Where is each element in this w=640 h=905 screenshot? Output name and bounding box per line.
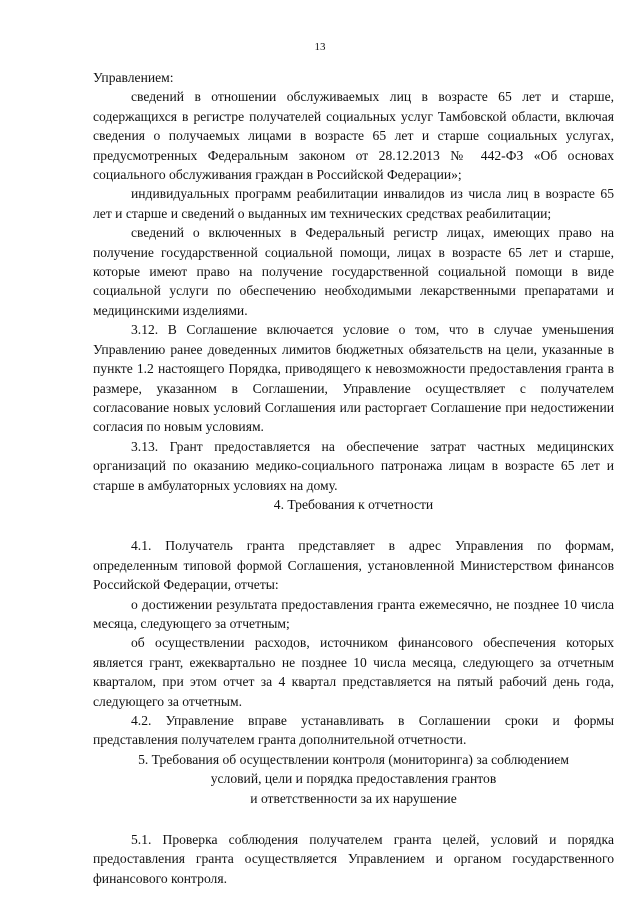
paragraph-elderly-registry: сведений в отношении обслуживаемых лиц в возрасте 65 лет и старше, содержащихся в регистре получателей социальных услуг Тамбовской области, включая сведения о получаемых лицами в возрасте 65 лет и старше социальных услугах, предусмотренных Федеральным законом от 28.12.2013 № 442-ФЗ «Об основах социального обслуживания граждан в Российской Федерации»; (93, 89, 614, 183)
paragraph-4-2: 4.2. Управление вправе устанавливать в Соглашении сроки и формы представления получателем гранта дополнительной отчетности. (93, 713, 614, 748)
page-number: 13 (314, 41, 326, 53)
section-heading-4-line: 4. Требования к отчетности (273, 496, 434, 512)
document-body (93, 68, 614, 888)
paragraph-monthly-report: о достижении результата предоставления гранта ежемесячно, не позднее 10 числа месяца, следующего за отчетным; (93, 596, 614, 631)
paragraph-4-1: 4.1. Получатель гранта представляет в адрес Управления по формам, определенным типовой формой Соглашения, установленной Министерством финансов Российской Федерации, отчеты: (93, 538, 614, 593)
paragraph-3-13: 3.13. Грант предоставляется на обеспечение затрат частных медицинских организаций по оказанию медико-социального патронажа лицам в возрасте 65 лет и старше в амбулаторных условиях на дому. (93, 438, 614, 493)
section-heading-5 (93, 750, 614, 808)
paragraph-rehab-programs: индивидуальных программ реабилитации инвалидов из числа лиц в возрасте 65 лет и старше и сведений о выданных им технических средствах реабилитации; (93, 186, 614, 221)
section-heading-5-line-2: условий, цели и порядка предоставления грантов (210, 771, 497, 787)
paragraph-5-1: 5.1. Проверка соблюдения получателем гранта целей, условий и порядка предоставления гранта осуществляется Управлением и органом государственного финансового контроля. (93, 832, 614, 886)
section-heading-5-line-3: и ответственности за их нарушение (250, 790, 457, 806)
paragraph-3-12: 3.12. В Соглашение включается условие о том, что в случае уменьшения Управлению ранее доведенных лимитов бюджетных обязательств на цели, указанные в пункте 1.2 настоящего Порядка, приводящего к невозможности предоставления гранта в размере, указанном в Соглашении, Управление осуществляет с получателем согласование новых условий Соглашения или расторгает Соглашение при недостижении согласия по новым условиям. (93, 322, 614, 435)
paragraph-intro: Управлением: (93, 70, 174, 85)
section-heading-4 (93, 495, 614, 514)
paragraph-federal-register: сведений о включенных в Федеральный регистр лицах, имеющих право на получение государственной социальной помощи, лицах в возрасте 65 лет и старше, которые имеют право на получение государственной социальной помощи в виде социальной услуги по обеспечению необходимыми лекарственными препаратами и медицинскими изделиями. (93, 225, 614, 318)
paragraph-quarterly-report: об осуществлении расходов, источником финансового обеспечения которых является грант, ежеквартально не позднее 10 числа месяца, следующего за отчетным кварталом, при этом отчет за 4 квартал представляется на пятый рабочий день года, следующего за отчетным. (93, 635, 614, 709)
section-heading-5-line-1: 5. Требования об осуществлении контроля (мониторинга) за соблюдением (138, 751, 569, 767)
